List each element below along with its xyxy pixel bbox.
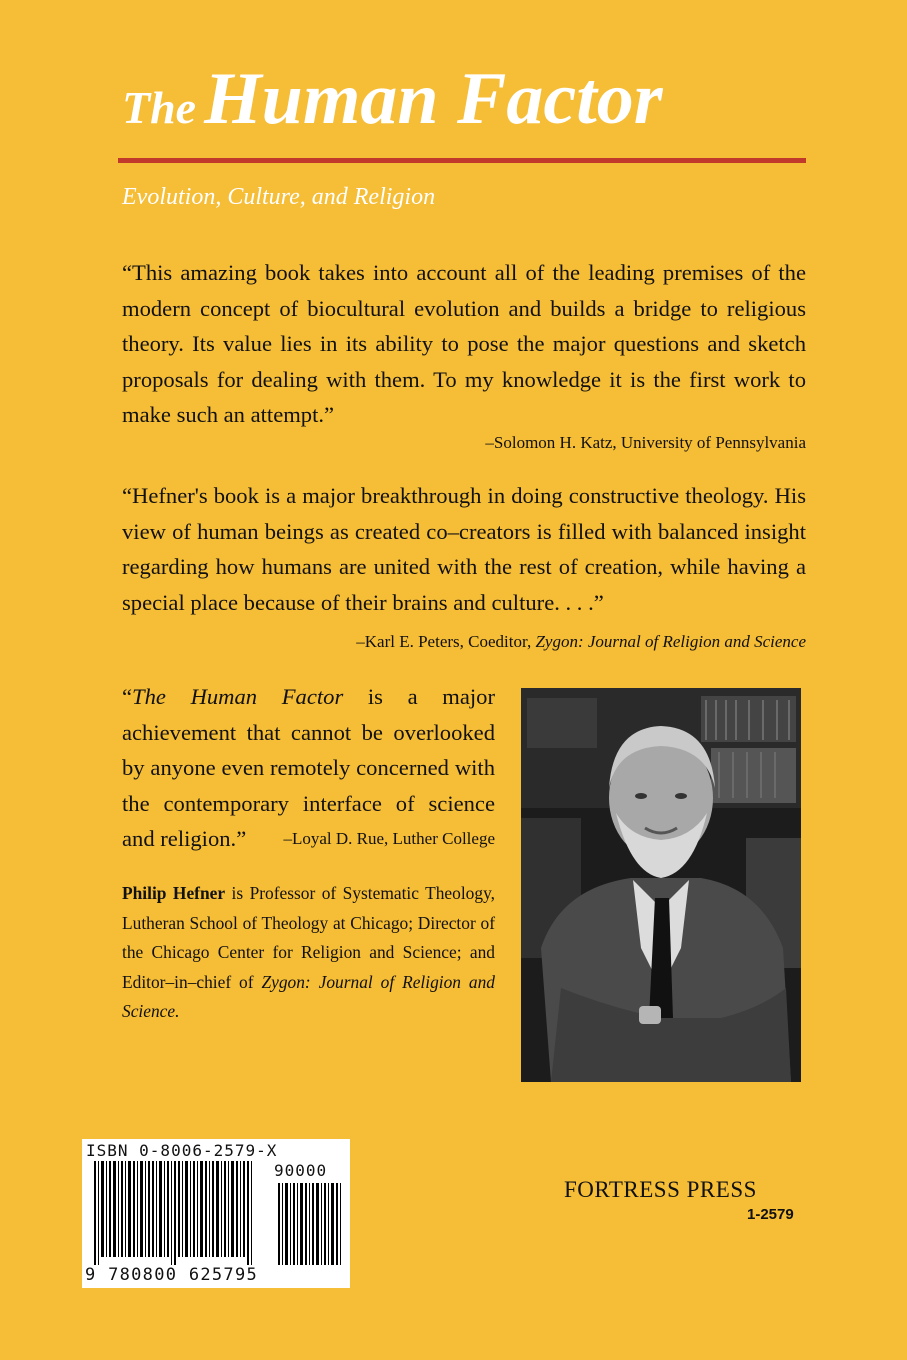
book-title [122,58,663,140]
title-the: The [122,82,197,133]
quote-rue-open: “ [122,684,133,709]
publisher-name: FORTRESS PRESS [564,1177,757,1202]
quote-peters: “Hefner's book is a major breakthrough in doing constructive theology. His view of human beings as created co–creators is filled with balanced insight regarding how humans are united with the rest of creation, while having a special place because of their brains and culture. . . .” [122,483,806,615]
author-bio-journal: Zygon: Journal of Religion and Science. [122,971,495,1021]
quote-rue-title: The Human Factor [132,684,344,709]
attribution-katz: –Solomon H. Katz, University of Pennsylvania [485,433,806,452]
author-bio [122,879,495,1027]
price-code: 90000 [274,1161,328,1180]
author-photo [521,688,801,1082]
attribution-peters-prefix: –Karl E. Peters, Coeditor, [356,632,536,651]
isbn-barcode [82,1139,350,1288]
attribution-rue: –Loyal D. Rue, Luther College [283,829,495,848]
book-subtitle: Evolution, Culture, and Religion [122,184,436,210]
attribution-peters [356,632,806,652]
author-bio-text: is Professor of Systematic Theology, Lutheran School of Theology at Chicago; Director of the Chicago Center for Religion and Science; and Editor–in–chief of [122,883,495,992]
publisher-code: 1-2579 [747,1206,794,1223]
barcode-digits: 9 780800 625795 [85,1265,259,1285]
title-rule [118,158,806,163]
title-main: Human Factor [204,58,663,140]
isbn-number: ISBN 0-8006-2579-X [86,1141,278,1160]
author-photo-image [521,688,801,1082]
attribution-peters-journal: Zygon: Journal of Religion and Science [535,632,806,651]
quote-katz: “This amazing book takes into account all of the leading premises of the modern concept of biocultural evolution and builds a bridge to religious theory. Its value lies in its ability to pose the major questions and sketch proposals for dealing with them. To my knowledge it is the first work to make such an attempt.” [122,260,806,427]
author-name: Philip Hefner [122,883,226,903]
quote-rue-rest: is a major achievement that cannot be overlooked by anyone even remotely concerned with the contemporary interface of science and religion.” [122,684,495,851]
